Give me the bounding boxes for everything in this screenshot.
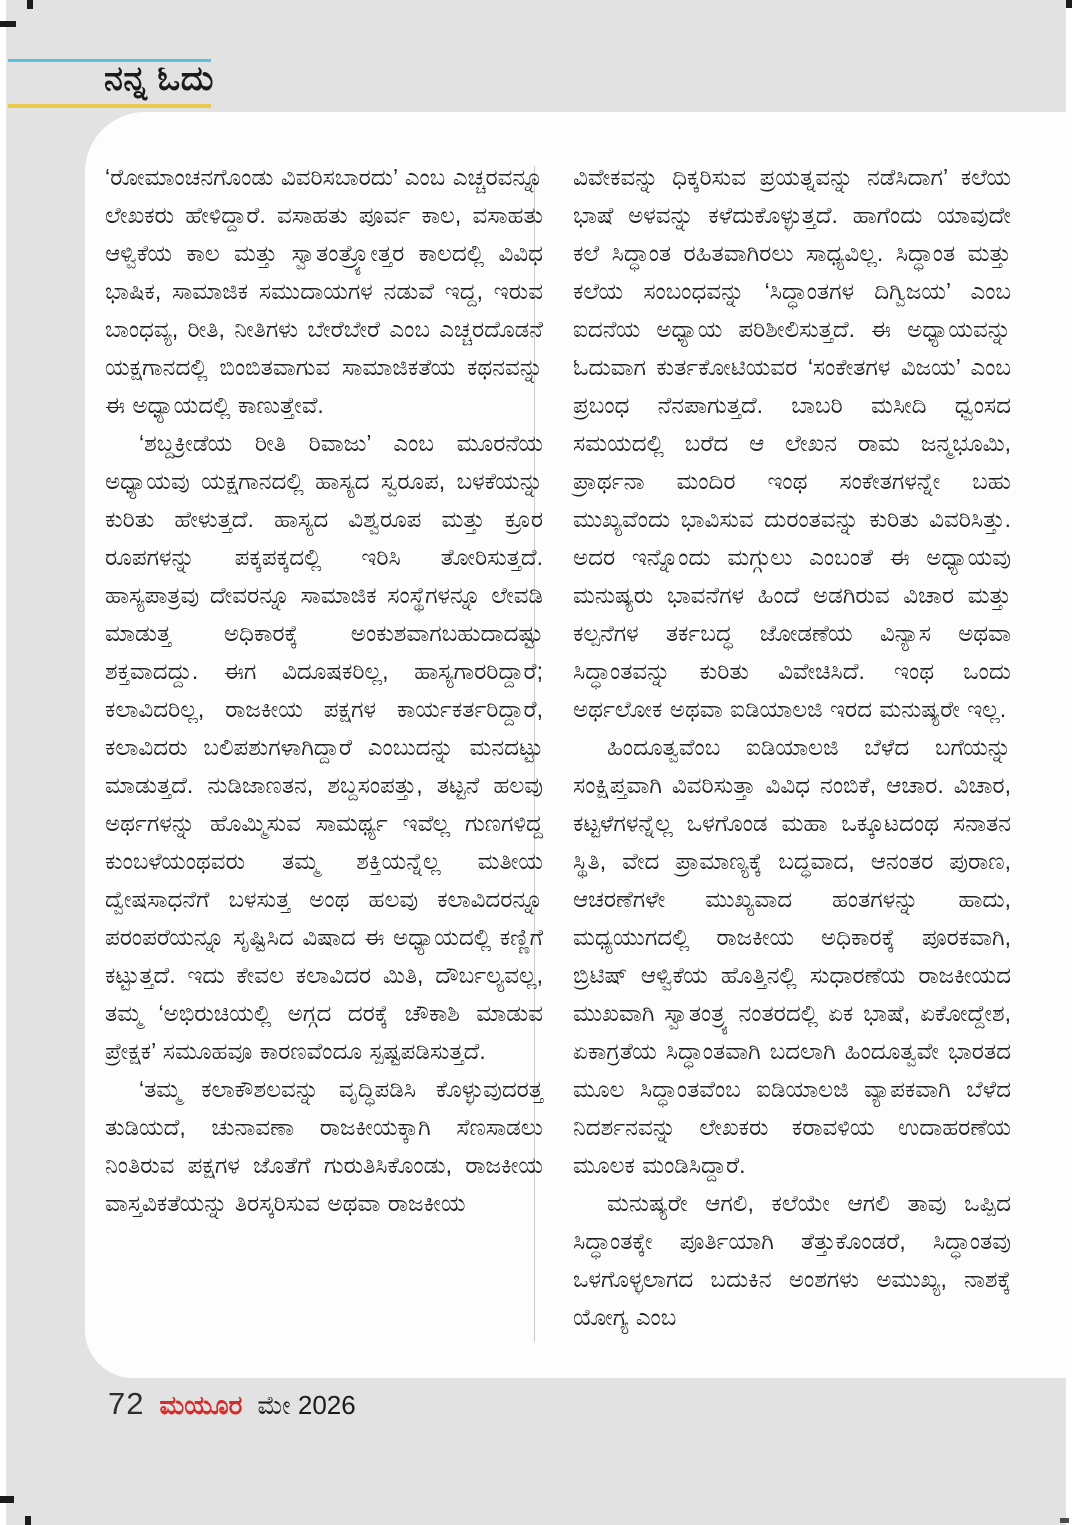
- page-number: 72: [108, 1386, 145, 1421]
- crop-mark-top-left-dash: [0, 21, 16, 27]
- paragraph: ಮನುಷ್ಯರೇ ಆಗಲಿ, ಕಲೆಯೇ ಆಗಲಿ ತಾವು ಒಪ್ಪಿದ ಸಿದ್ಧಾಂತಕ್ಕೇ ಪೂರ್ತಿಯಾಗಿ ತೆತ್ತುಕೊಂಡರೆ, ಸಿದ್ಧಾಂತವು ಒಳಗೊಳ್ಳಲಾಗದ ಬದುಕಿನ ಅಂಶಗಳು ಅಮುಖ್ಯ, ನಾಶಕ್ಕೆ ಯೋಗ್ಯ ಎಂಬ: [573, 1190, 1011, 1330]
- crop-mark-top-left-tick: [27, 0, 33, 9]
- article-right-column: [573, 158, 1011, 1336]
- section-title: ನನ್ನ ಓದು: [104, 60, 214, 98]
- paragraph: ‘ತಮ್ಮ ಕಲಾಕೌಶಲವನ್ನು ವೃದ್ಧಿಪಡಿಸಿ ಕೊಳ್ಳುವುದರತ್ತ ತುಡಿಯದೆ, ಚುನಾವಣಾ ರಾಜಕೀಯಕ್ಕಾಗಿ ಸೆಣಸಾಡಲು ನಿಂತಿರುವ ಪಕ್ಷಗಳ ಜೊತೆಗೆ ಗುರುತಿಸಿಕೊಂಡು, ರಾಜಕೀಯ ವಾಸ್ತವಿಕತೆಯನ್ನು ತಿರಸ್ಕರಿಸುವ ಅಥವಾ ರಾಜಕೀಯ: [105, 1076, 543, 1216]
- paragraph: ‘ಶಬ್ದಕ್ರೀಡೆಯ ರೀತಿ ರಿವಾಜು’ ಎಂಬ ಮೂರನೆಯ ಅಧ್ಯಾಯವು ಯಕ್ಷಗಾನದಲ್ಲಿ ಹಾಸ್ಯದ ಸ್ವರೂಪ, ಬಳಕೆಯನ್ನು ಕುರಿತು ಹೇಳುತ್ತದೆ. ಹಾಸ್ಯದ ವಿಶ್ವರೂಪ ಮತ್ತು ಕ್ರೂರ ರೂಪಗಳನ್ನು ಪಕ್ಕಪಕ್ಕದಲ್ಲಿ ಇರಿಸಿ ತೋರಿಸುತ್ತದೆ. ಹಾಸ್ಯಪಾತ್ರವು ದೇವರನ್ನೂ ಸಾಮಾಜಿಕ ಸಂಸ್ಥೆಗಳನ್ನೂ ಲೇವಡಿ ಮಾಡುತ್ತ ಅಧಿಕಾರಕ್ಕೆ ಅಂಕುಶವಾಗಬಹುದಾದಷ್ಟು ಶಕ್ತವಾದದ್ದು. ಈಗ ವಿದೂಷಕರಿಲ್ಲ, ಹಾಸ್ಯಗಾರರಿದ್ದಾರೆ; ಕಲಾವಿದರಿಲ್ಲ, ರಾಜಕೀಯ ಪಕ್ಷಗಳ ಕಾರ್ಯಕರ್ತರಿದ್ದಾರೆ, ಕಲಾವಿದರು ಬಲಿಪಶುಗಳಾಗಿದ್ದಾರೆ ಎಂಬುದನ್ನು ಮನದಟ್ಟು ಮಾಡುತ್ತದೆ. ನುಡಿಜಾಣತನ, ಶಬ್ದಸಂಪತ್ತು, ತಟ್ಟನೆ ಹಲವು ಅರ್ಥಗಳನ್ನು ಹೊಮ್ಮಿಸುವ ಸಾಮರ್ಥ್ಯ ಇವೆಲ್ಲ ಗುಣಗಳಿದ್ದ ಕುಂಬಳೆಯಂಥವರು ತಮ್ಮ ಶಕ್ತಿಯನ್ನೆಲ್ಲ ಮತೀಯ ದ್ವೇಷಸಾಧನೆಗೆ ಬಳಸುತ್ತ ಅಂಥ ಹಲವು ಕಲಾವಿದರನ್ನೂ ಪರಂಪರೆಯನ್ನೂ ಸೃಷ್ಟಿಸಿದ ವಿಷಾದ ಈ ಅಧ್ಯಾಯದಲ್ಲಿ ಕಣ್ಣಿಗೆ ಕಟ್ಟುತ್ತದೆ. ಇದು ಕೇವಲ ಕಲಾವಿದರ ಮಿತಿ, ದೌರ್ಬಲ್ಯವಲ್ಲ, ತಮ್ಮ ‘ಅಭಿರುಚಿಯಲ್ಲಿ ಅಗ್ಗದ ದರಕ್ಕೆ ಚೌಕಾಶಿ ಮಾಡುವ ಪ್ರೇಕ್ಷಕ’ ಸಮೂಹವೂ ಕಾರಣವೆಂದೂ ಸ್ಪಷ್ಟಪಡಿಸುತ್ತದೆ.: [105, 430, 543, 1064]
- paragraph: ‘ರೋಮಾಂಚನಗೊಂಡು ವಿವರಿಸಬಾರದು’ ಎಂಬ ಎಚ್ಚರವನ್ನೂ ಲೇಖಕರು ಹೇಳಿದ್ದಾರೆ. ವಸಾಹತು ಪೂರ್ವ ಕಾಲ, ವಸಾಹತು ಆಳ್ವಿಕೆಯ ಕಾಲ ಮತ್ತು ಸ್ವಾತಂತ್ರ್ಯೋತ್ತರ ಕಾಲದಲ್ಲಿ ವಿವಿಧ ಭಾಷಿಕ, ಸಾಮಾಜಿಕ ಸಮುದಾಯಗಳ ನಡುವೆ ಇದ್ದ, ಇರುವ ಬಾಂಧವ್ಯ, ರೀತಿ, ನೀತಿಗಳು ಬೇರೆಬೇರೆ ಎಂಬ ಎಚ್ಚರದೊಡನೆ ಯಕ್ಷಗಾನದಲ್ಲಿ ಬಿಂಬಿತವಾಗುವ ಸಾಮಾಜಿಕತೆಯ ಕಥನವನ್ನು ಈ ಅಧ್ಯಾಯದಲ್ಲಿ ಕಾಣುತ್ತೇವೆ.: [105, 164, 543, 418]
- header-rule-yellow: [8, 104, 211, 108]
- crop-mark-bottom-right-dot: [1060, 1518, 1069, 1523]
- paragraph: ಹಿಂದೂತ್ವವೆಂಬ ಐಡಿಯಾಲಜಿ ಬೆಳೆದ ಬಗೆಯನ್ನು ಸಂಕ್ಷಿಪ್ತವಾಗಿ ವಿವರಿಸುತ್ತಾ ವಿವಿಧ ನಂಬಿಕೆ, ಆಚಾರ. ವಿಚಾರ, ಕಟ್ಟಳೆಗಳನ್ನೆಲ್ಲ ಒಳಗೊಂಡ ಮಹಾ ಒಕ್ಕೂಟದಂಥ ಸನಾತನ ಸ್ಥಿತಿ, ವೇದ ಪ್ರಾಮಾಣ್ಯಕ್ಕೆ ಬದ್ಧವಾದ, ಆನಂತರ ಪುರಾಣ, ಆಚರಣೆಗಳೇ ಮುಖ್ಯವಾದ ಹಂತಗಳನ್ನು ಹಾದು, ಮಧ್ಯಯುಗದಲ್ಲಿ ರಾಜಕೀಯ ಅಧಿಕಾರಕ್ಕೆ ಪೂರಕವಾಗಿ, ಬ್ರಿಟಿಷ್ ಆಳ್ವಿಕೆಯ ಹೊತ್ತಿನಲ್ಲಿ ಸುಧಾರಣೆಯ ರಾಜಕೀಯದ ಮುಖವಾಗಿ ಸ್ವಾತಂತ್ರ್ಯ ನಂತರದಲ್ಲಿ ಏಕ ಭಾಷೆ, ಏಕೋದ್ದೇಶ, ಏಕಾಗ್ರತೆಯ ಸಿದ್ಧಾಂತವಾಗಿ ಬದಲಾಗಿ ಹಿಂದೂತ್ವವೇ ಭಾರತದ ಮೂಲ ಸಿದ್ಧಾಂತವೆಂಬ ಐಡಿಯಾಲಜಿ ವ್ಯಾಪಕವಾಗಿ ಬೆಳೆದ ನಿದರ್ಶನವನ್ನು ಲೇಖಕರು ಕರಾವಳಿಯ ಉದಾಹರಣೆಯ ಮೂಲಕ ಮಂಡಿಸಿದ್ದಾರೆ.: [573, 734, 1011, 1178]
- page-footer: [108, 1386, 356, 1422]
- issue-date: ಮೇ 2026: [257, 1390, 356, 1420]
- magazine-logo: ಮಯೂರ: [159, 1390, 243, 1420]
- article-body: [105, 158, 1011, 1336]
- crop-mark-bottom-left-tick: [25, 1516, 31, 1525]
- article-left-column: [105, 158, 543, 1336]
- paragraph: ವಿವೇಕವನ್ನು ಧಿಕ್ಕರಿಸುವ ಪ್ರಯತ್ನವನ್ನು ನಡೆಸಿದಾಗ’ ಕಲೆಯ ಭಾಷೆ ಅಳವನ್ನು ಕಳೆದುಕೊಳ್ಳುತ್ತದೆ. ಹಾಗೆಂದು ಯಾವುದೇ ಕಲೆ ಸಿದ್ಧಾಂತ ರಹಿತವಾಗಿರಲು ಸಾಧ್ಯವಿಲ್ಲ. ಸಿದ್ಧಾಂತ ಮತ್ತು ಕಲೆಯ ಸಂಬಂಧವನ್ನು ‘ಸಿದ್ಧಾಂತಗಳ ದಿಗ್ವಿಜಯ’ ಎಂಬ ಐದನೆಯ ಅಧ್ಯಾಯ ಪರಿಶೀಲಿಸುತ್ತದೆ. ಈ ಅಧ್ಯಾಯವನ್ನು ಓದುವಾಗ ಕುರ್ತಕೋಟಿಯವರ ‘ಸಂಕೇತಗಳ ವಿಜಯ’ ಎಂಬ ಪ್ರಬಂಧ ನೆನಪಾಗುತ್ತದೆ. ಬಾಬರಿ ಮಸೀದಿ ಧ್ವಂಸದ ಸಮಯದಲ್ಲಿ ಬರೆದ ಆ ಲೇಖನ ರಾಮ ಜನ್ಮಭೂಮಿ, ಪ್ರಾರ್ಥನಾ ಮಂದಿರ ಇಂಥ ಸಂಕೇತಗಳನ್ನೇ ಬಹು ಮುಖ್ಯವೆಂದು ಭಾವಿಸುವ ದುರಂತವನ್ನು ಕುರಿತು ವಿವರಿಸಿತ್ತು. ಅದರ ಇನ್ನೊಂದು ಮಗ್ಗುಲು ಎಂಬಂತೆ ಈ ಅಧ್ಯಾಯವು ಮನುಷ್ಯರು ಭಾವನೆಗಳ ಹಿಂದೆ ಅಡಗಿರುವ ವಿಚಾರ ಮತ್ತು ಕಲ್ಪನೆಗಳ ತರ್ಕಬದ್ಧ ಜೋಡಣೆಯ ವಿನ್ಯಾಸ ಅಥವಾ ಸಿದ್ಧಾಂತವನ್ನು ಕುರಿತು ವಿವೇಚಿಸಿದೆ. ಇಂಥ ಒಂದು ಅರ್ಥಲೋಕ ಅಥವಾ ಐಡಿಯಾಲಜಿ ಇರದ ಮನುಷ್ಯರೇ ಇಲ್ಲ.: [573, 164, 1011, 722]
- crop-mark-bottom-left-dash: [0, 1496, 14, 1503]
- crop-mark-top-right-tick: [1066, 0, 1072, 8]
